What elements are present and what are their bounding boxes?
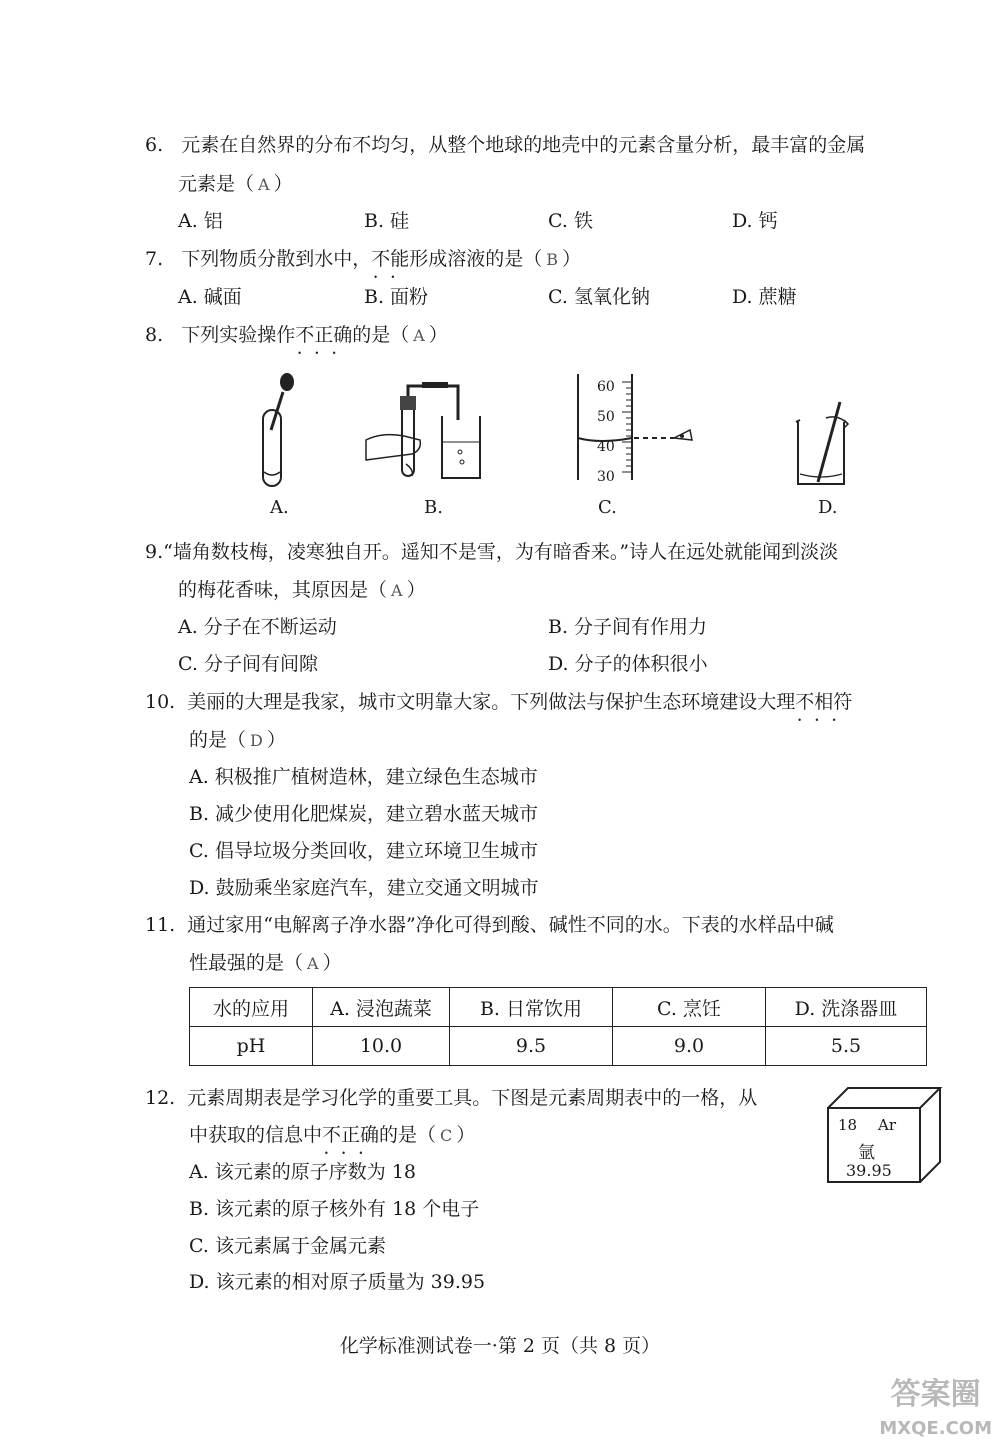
q11-stem-text: 通过家用“电解离子净水器”净化可得到酸、碱性不同的水。下表的水样品中碱 bbox=[187, 914, 834, 936]
q6-number: 6. bbox=[145, 134, 164, 156]
q9-option-b: B. 分子间有作用力 bbox=[548, 616, 708, 638]
q7-option-c: C. 氢氧化钠 bbox=[548, 286, 650, 308]
q12-stem-line2 bbox=[189, 1123, 475, 1148]
q10-answer: D bbox=[250, 731, 263, 750]
watermark-logo bbox=[879, 1378, 992, 1446]
q9-stem-line2 bbox=[178, 578, 426, 603]
page-footer: 化学标准测试卷一·第 2 页（共 8 页） bbox=[339, 1335, 661, 1357]
q7-stem bbox=[145, 247, 581, 272]
q6-close: ） bbox=[273, 173, 293, 195]
q8-close: ） bbox=[428, 324, 448, 346]
q12-option-c: C. 该元素属于金属元素 bbox=[189, 1235, 386, 1257]
cylinder-ticks bbox=[597, 372, 615, 492]
q7-answer: B bbox=[546, 250, 558, 269]
q10-stem-text2: 的是（ bbox=[189, 729, 247, 751]
q12-close: ） bbox=[456, 1124, 476, 1146]
ph-table-header-row bbox=[190, 988, 927, 1027]
q8-answer: A bbox=[413, 326, 425, 345]
q6-option-d: D. 钙 bbox=[732, 210, 778, 232]
q6-option-c: C. 铁 bbox=[548, 210, 593, 232]
q10-close: ） bbox=[266, 729, 286, 751]
ph-table-cell: 10.0 bbox=[313, 1027, 450, 1066]
q8-fig-label-b: B. bbox=[424, 497, 443, 518]
q12-stem-post: 的是（ bbox=[379, 1124, 437, 1146]
q12-option-a: A. 该元素的原子序数为 18 bbox=[189, 1161, 417, 1183]
q9-option-a: A. 分子在不断运动 bbox=[178, 616, 337, 638]
watermark-top: 答案圈 bbox=[890, 1377, 981, 1412]
ph-table-header-cell: 水的应用 bbox=[190, 988, 313, 1027]
airtightness-check-figure bbox=[362, 380, 492, 485]
q6-option-b: B. 硅 bbox=[364, 210, 410, 232]
ph-table-row bbox=[190, 1027, 927, 1066]
q11-stem-line1 bbox=[145, 913, 834, 937]
graduated-cylinder-figure bbox=[570, 372, 700, 484]
q10-stem-line1 bbox=[145, 690, 852, 714]
cylinder-tick-30: 30 bbox=[597, 469, 615, 485]
cylinder-tick-40: 40 bbox=[597, 439, 615, 455]
q12-stem-line1 bbox=[145, 1086, 757, 1110]
q6-stem-text2: 元素是（ bbox=[178, 173, 255, 195]
q9-stem-line1 bbox=[145, 540, 838, 564]
q8-stem-pre: 下列实验操作 bbox=[181, 324, 296, 346]
dropper-test-tube-figure bbox=[245, 372, 305, 492]
q10-option-d: D. 鼓励乘坐家庭汽车，建立交通文明城市 bbox=[189, 877, 539, 899]
q10-stem-text: 美丽的大理是我家，城市文明靠大家。下列做法与保护生态环境建设大理 bbox=[187, 691, 796, 713]
q7-close: ） bbox=[562, 248, 582, 270]
element-symbol: Ar bbox=[878, 1116, 897, 1134]
ph-table-header-cell: B. 日常饮用 bbox=[450, 988, 613, 1027]
q8-emphasis: 不正确 • • • bbox=[295, 324, 352, 346]
element-mass: 39.95 bbox=[846, 1161, 892, 1180]
watermark-bottom: MXQE.COM bbox=[879, 1418, 992, 1439]
q7-emphasis: 不能 • • bbox=[371, 248, 409, 270]
q6-answer: A bbox=[258, 175, 270, 194]
q7-stem-post: 形成溶液的是（ bbox=[409, 248, 543, 270]
q8-number: 8. bbox=[145, 324, 164, 346]
q12-answer: C bbox=[440, 1126, 453, 1145]
cylinder-tick-50: 50 bbox=[597, 409, 615, 425]
q12-number: 12. bbox=[145, 1087, 176, 1109]
q11-number: 11. bbox=[145, 914, 176, 936]
element-name: 氩 bbox=[858, 1143, 875, 1163]
q7-number: 7. bbox=[145, 248, 164, 270]
q11-close: ） bbox=[322, 952, 342, 974]
ph-table-header-cell: C. 烹饪 bbox=[613, 988, 766, 1027]
q10-number: 10. bbox=[145, 691, 176, 713]
q10-option-b: B. 减少使用化肥煤炭，建立碧水蓝天城市 bbox=[189, 803, 539, 825]
q10-stem-line2 bbox=[189, 728, 286, 753]
ph-table-cell: 9.0 bbox=[613, 1027, 766, 1066]
q9-close: ） bbox=[406, 579, 426, 601]
element-atomic-number: 18 bbox=[838, 1116, 858, 1134]
q12-stem-pre: 中获取的信息中 bbox=[189, 1124, 323, 1146]
q12-emphasis: 不正确 • • • bbox=[322, 1124, 379, 1146]
q9-option-d: D. 分子的体积很小 bbox=[548, 653, 708, 675]
q7-option-a: A. 碱面 bbox=[178, 286, 242, 308]
q11-stem-text2: 性最强的是（ bbox=[189, 952, 304, 974]
q6-stem-text: 元素在自然界的分布不均匀，从整个地球的地壳中的元素含量分析，最丰富的金属 bbox=[181, 134, 866, 156]
q9-answer: A bbox=[391, 581, 403, 600]
q12-option-d: D. 该元素的相对原子质量为 39.95 bbox=[189, 1271, 486, 1293]
q8-stem-post: 的是（ bbox=[352, 324, 410, 346]
q7-option-d: D. 蔗糖 bbox=[732, 286, 797, 308]
q8-stem bbox=[145, 323, 448, 348]
ph-table bbox=[189, 987, 927, 1066]
q10-option-c: C. 倡导垃圾分类回收，建立环境卫生城市 bbox=[189, 840, 538, 862]
q6-stem-line2 bbox=[178, 172, 293, 197]
q10-emphasis: 不相符 • • • bbox=[795, 691, 852, 713]
q12-option-b: B. 该元素的原子核外有 18 个电子 bbox=[189, 1198, 480, 1220]
q9-number: 9. bbox=[145, 541, 164, 563]
ph-table-header-cell: D. 洗涤器皿 bbox=[766, 988, 927, 1027]
q11-answer: A bbox=[307, 954, 319, 973]
q7-stem-pre: 下列物质分散到水中， bbox=[181, 248, 372, 270]
q6-option-a: A. 铝 bbox=[178, 210, 223, 232]
ph-table-header-cell: A. 浸泡蔬菜 bbox=[313, 988, 450, 1027]
q7-option-b: B. 面粉 bbox=[364, 286, 429, 308]
q8-fig-label-a: A. bbox=[270, 497, 289, 518]
q12-stem-text: 元素周期表是学习化学的重要工具。下图是元素周期表中的一格，从 bbox=[187, 1087, 758, 1109]
q9-stem-text: “墙角数枝梅，凌寒独自开。遥知不是雪，为有暗香来。”诗人在远处就能闻到淡淡 bbox=[163, 541, 839, 563]
q6-stem-line1 bbox=[145, 133, 865, 157]
ph-table-cell: 9.5 bbox=[450, 1027, 613, 1066]
q9-option-c: C. 分子间有间隙 bbox=[178, 653, 318, 675]
ph-table-cell: pH bbox=[190, 1027, 313, 1066]
q10-option-a: A. 积极推广植树造林，建立绿色生态城市 bbox=[189, 766, 538, 788]
q11-stem-line2 bbox=[189, 951, 342, 976]
cylinder-tick-60: 60 bbox=[597, 379, 615, 395]
q8-fig-label-d: D. bbox=[818, 497, 838, 518]
stirring-beaker-figure bbox=[790, 400, 860, 490]
ph-table-cell: 5.5 bbox=[766, 1027, 927, 1066]
q8-fig-label-c: C. bbox=[598, 497, 617, 518]
q9-stem-text2: 的梅花香味，其原因是（ bbox=[178, 579, 388, 601]
